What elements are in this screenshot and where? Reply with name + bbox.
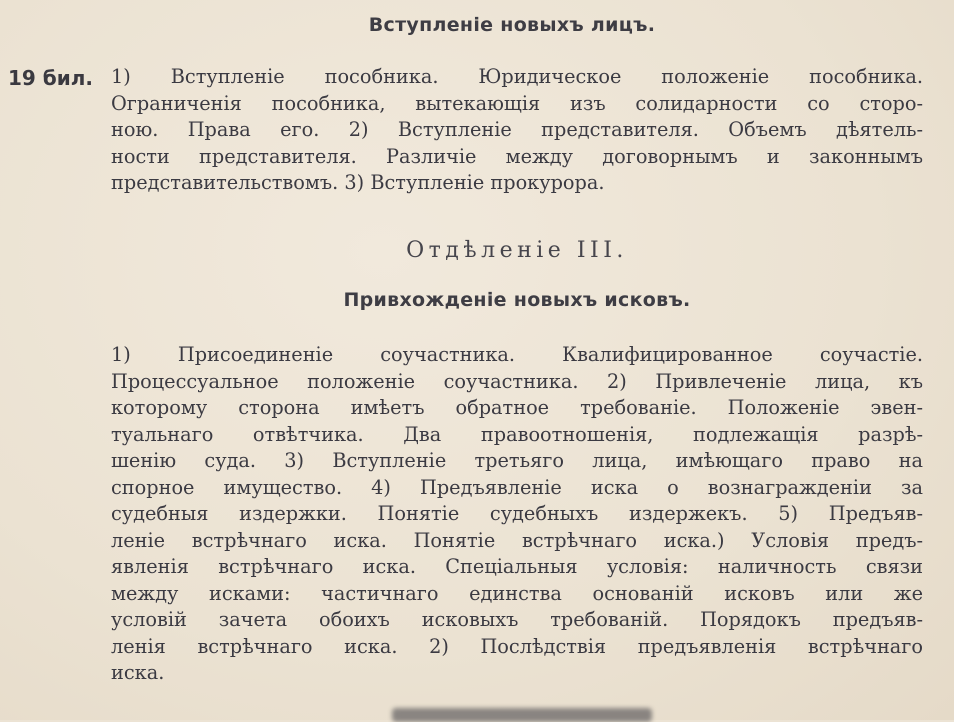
paragraph-new-claims bbox=[111, 342, 923, 687]
text-line: между исками: частичнаго единства основаній исковъ или же bbox=[111, 581, 923, 605]
text-line: шенію суда. 3) Вступленіе третьяго лица, имѣющаго право на bbox=[111, 449, 923, 472]
text-line: иска. bbox=[111, 661, 165, 684]
text-line: спорное имущество. 4) Предъявленіе иска о вознагражденіи за bbox=[111, 475, 923, 499]
text-line: ною. Права его. 2) Вступленіе представителя. Объемъ дѣятель- bbox=[111, 118, 923, 141]
text-line: ности представителя. Различіе между договорнымъ и законнымъ bbox=[111, 144, 923, 168]
text-line: Процессуальное положеніе соучастника. 2) Привлеченіе лица, къ bbox=[111, 369, 923, 393]
text-line: леніе встрѣчнаго иска. Понятіе встрѣчнаго иска.) Условія предъ- bbox=[111, 528, 923, 552]
text-line: ленія встрѣчнаго иска. 2) Послѣдствія предъявленія встрѣчнаго bbox=[111, 634, 923, 658]
text-line: Ограниченія пособника, вытекающія изъ солидарности со сторо- bbox=[111, 91, 923, 115]
text-line: условій зачета обоихъ исковыхъ требованій. Порядокъ предъяв- bbox=[111, 608, 923, 631]
text-line: представительствомъ. 3) Вступленіе прокурора. bbox=[111, 171, 605, 194]
section-heading-new-claims: Привхожденіе новыхъ исковъ. bbox=[343, 289, 691, 311]
ticket-number-label: 19 бил. bbox=[8, 66, 94, 90]
text-line: 1) Присоединеніе соучастника. Квалифицированное соучастіе. bbox=[111, 343, 923, 366]
text-line: туальнаго отвѣтчика. Два правоотношенія, подлежащія разрѣ- bbox=[111, 422, 923, 446]
text-line: судебныя издержки. Понятіе судебныхъ издержекъ. 5) Предъяв- bbox=[111, 502, 923, 525]
text-line: 1) Вступленіе пособника. Юридическое положеніе пособника. bbox=[111, 65, 923, 88]
text-line: которому сторона имѣетъ обратное требованіе. Положеніе эвен- bbox=[111, 396, 923, 419]
division-heading: Отдѣленіе III. bbox=[406, 238, 628, 263]
paragraph-new-persons bbox=[111, 64, 923, 197]
section-heading-new-persons: Вступленіе новыхъ лицъ. bbox=[368, 14, 656, 36]
text-line: явленія встрѣчнаго иска. Спеціальныя условія: наличность связи bbox=[111, 555, 923, 578]
